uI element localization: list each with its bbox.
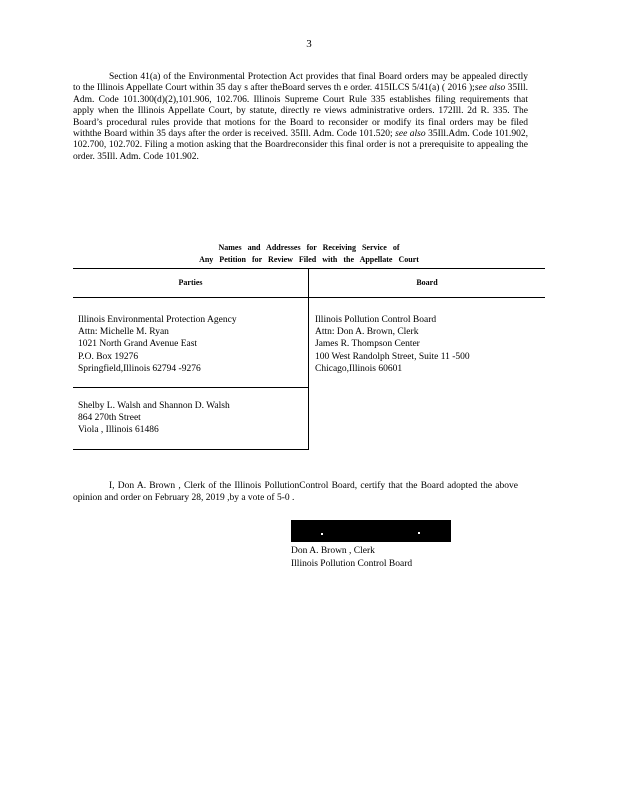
page-number: 3 bbox=[306, 38, 312, 50]
board-address bbox=[309, 298, 545, 375]
party-address-agency bbox=[73, 298, 308, 387]
party-cell-petitioners bbox=[73, 387, 309, 449]
party-cell-agency bbox=[73, 298, 309, 388]
address-line: Attn: Don A. Brown, Clerk bbox=[315, 327, 419, 338]
address-line: James R. Thompson Center bbox=[315, 339, 420, 350]
signatory-name: Don A. Brown , Clerk bbox=[291, 546, 375, 556]
board-cell bbox=[309, 298, 546, 450]
service-address-table bbox=[73, 268, 545, 450]
address-line: 100 West Randolph Street, Suite 11 -500 bbox=[315, 351, 470, 362]
address-line: P.O. Box 19276 bbox=[78, 351, 139, 362]
clerk-certification: I, Don A. Brown , Clerk of the Illinois PollutionControl Board, certify that the Board adopted the above opinion and order on February 28, 2019 ,by a vote of 5-0 . bbox=[73, 481, 518, 504]
table-row bbox=[73, 298, 545, 388]
address-line: Illinois Pollution Control Board bbox=[315, 315, 437, 325]
address-line: Viola , Illinois 61486 bbox=[78, 425, 159, 436]
service-table-heading bbox=[73, 242, 545, 266]
see-also-citation-signal: see also bbox=[474, 83, 506, 94]
address-line: Illinois Environmental Protection Agency bbox=[78, 315, 237, 325]
appeal-text-part-1: Section 41(a) of the Environmental Protection Act provides that final Board orders may be appealed directly to the Illinois Appellate Court within 35 day s after theBoard serves th e order. 415ILCS 5/41(a) ( 2016 ); bbox=[73, 72, 528, 94]
address-line: Attn: Michelle M. Ryan bbox=[78, 327, 169, 338]
appeal-rights-paragraph bbox=[73, 72, 528, 163]
appeal-text-part-2: 35Ill. Adm. Code 101.300(d)(2),101.906, 102.706. Illinois Supreme Court Rule 335 establishes filing requirements that apply when the Illinois Appellate Court, by statute, directly re views administrative orders. 172Ill. 2d R. 335. The Board’s procedural rules provide that motions for the Board to reconsider or modify its final orders may be filed withthe Board within 35 days after the order is received. 35Ill. Adm. Code 101.520; bbox=[73, 83, 528, 140]
service-heading-line-2: Any Petition for Review Filed with the Appellate Court bbox=[199, 255, 419, 264]
parties-column-header: Parties bbox=[73, 269, 309, 298]
signature-mark bbox=[418, 532, 420, 534]
address-line: Chicago,Illinois 60601 bbox=[315, 363, 403, 374]
address-line: 1021 North Grand Avenue East bbox=[78, 339, 198, 350]
signatory-block bbox=[291, 545, 412, 571]
signatory-title: Illinois Pollution Control Board bbox=[291, 559, 413, 569]
redacted-signature-block bbox=[291, 520, 451, 542]
address-line: 864 270th Street bbox=[78, 413, 141, 424]
party-address-petitioners bbox=[73, 387, 308, 449]
service-heading-line-1: Names and Addresses for Receiving Service of bbox=[218, 243, 400, 252]
see-also-citation-signal: see also bbox=[395, 129, 426, 140]
board-column-header: Board bbox=[309, 269, 546, 298]
appeal-text-part-3: 35Ill.Adm. Code 101.902, 102.700, 102.702. Filing a motion asking that the Boardreconsider this final order is not a prerequisite to appealing the order. 35Ill. Adm. Code 101.902. bbox=[73, 129, 529, 162]
address-line: Shelby L. Walsh and Shannon D. Walsh bbox=[78, 401, 230, 412]
table-header-row bbox=[73, 269, 545, 298]
signature-mark bbox=[321, 533, 323, 535]
address-line: Springfield,Illinois 62794 -9276 bbox=[78, 363, 201, 374]
